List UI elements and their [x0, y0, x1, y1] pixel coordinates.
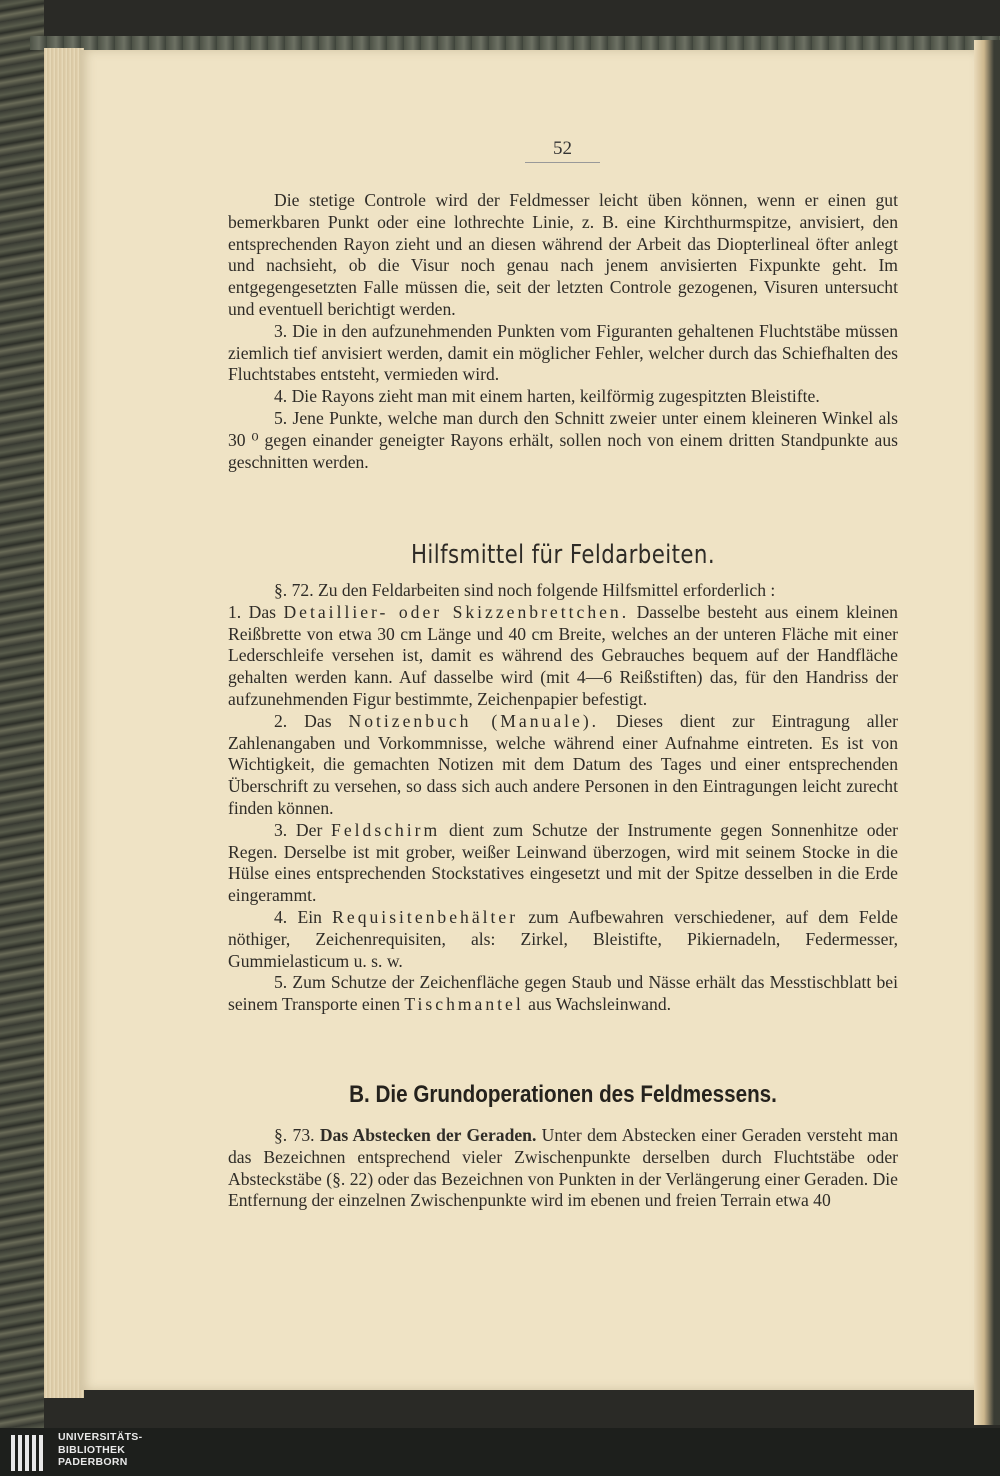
paragraph-controle: Die stetige Controle wird der Feldmesser leicht üben können, wenn er einen gut bemerkbaren Punkt oder eine lothrechte Linie, z. B. eine Kirchthurmspitze, anvisiert, den entsprechenden Rayon zieht und an diesen während der Arbeit das Diopterlineal öfter anlegt und nachsieht, ob die Visur noch genau nach jenem anvisierten Fixpunkte geht. Im entgegengesetzten Falle müssen die, seit der letzten Controle gezogenen, Visuren untersucht und eventuell berichtigt werden.	[228, 190, 898, 319]
book-cover-edge	[30, 36, 1000, 50]
p1-body: Dasselbe besteht aus einem kleinen Reißbrette von etwa 30 cm Länge und 40 cm Breite, welches an der unteren Fläche mit einer Lederschleife versehen ist, damit es während des Gebrauches bequem auf der Handfläche gehalten werden kann. Auf dasselbe wird (mit 4—6 Reißstiften) das, für den Handriss der aufzunehmenden Figur bestimmte, Zeichenpapier befestigt.	[228, 601, 898, 709]
p73-bold-title: Das Abstecken der Geraden.	[319, 1125, 537, 1145]
p1-spaced-term: Detaillier- oder Skizzenbrettchen.	[283, 601, 630, 622]
page-stack-edges	[44, 48, 84, 1398]
p1-prefix: 1. Das	[228, 601, 284, 622]
paragraph-3-feldschirm	[228, 820, 898, 907]
paragraph-5-punkte: 5. Jene Punkte, welche man durch den Schnitt zweier unter einem kleineren Winkel als 30 ⁰ gegen einander geneigter Rayons erhält, sollen noch von einem dritten Standpunkte aus geschnitten werden.	[228, 407, 898, 472]
p5-spaced-term: Tischmantel	[404, 994, 524, 1015]
paragraph-72: §. 72. Zu den Feldarbeiten sind noch folgende Hilfsmittel erforderlich :	[274, 580, 776, 600]
book-binding	[0, 0, 44, 1428]
p73-body: Unter dem Abstecken einer Geraden versteht man das Bezeichnen entsprechend vieler Zwischenpunkte derselben durch Fluchtstäbe oder Absteckstäbe (§. 22) oder das Bezeichnen von Punkten in der Verlängerung einer Geraden. Die Entfernung der einzelnen Zwischenpunkte wird im ebenen und freien Terrain etwa 40	[228, 1125, 898, 1211]
heading-grundoperationen: B. Die Grundoperationen des Feldmessens.	[349, 1081, 777, 1108]
p73-prefix: §. 73.	[274, 1125, 320, 1145]
text-block-hilfsmittel	[228, 580, 898, 1016]
logo-line-2: BIBLIOTHEK	[58, 1443, 126, 1456]
p4-prefix: 4. Ein	[274, 906, 333, 927]
p3-spaced-term: Feldschirm	[331, 819, 441, 840]
p2-prefix: 2. Das	[274, 710, 349, 731]
p4-spaced-term: Requisitenbehälter	[332, 906, 519, 927]
p5-prefix: 5. Zum Schutze der Zeichenfläche gegen Staub und Nässe erhält das Messtischblatt bei seinem Transporte einen	[228, 972, 898, 1015]
paragraph-73	[228, 1125, 898, 1212]
paragraph-4-requisiten	[228, 907, 898, 972]
text-block-controle	[228, 190, 898, 473]
page-number: 52	[525, 138, 600, 163]
page-right-edge	[974, 40, 1000, 1425]
p3-prefix: 3. Der	[274, 819, 332, 840]
library-logo-icon	[10, 1431, 50, 1473]
paragraph-4-rayons: 4. Die Rayons zieht man mit einem harten, keilförmig zugespitzten Bleistifte.	[274, 386, 820, 407]
paragraph-2-notizenbuch	[228, 711, 898, 820]
p2-body: Dieses dient zur Eintragung aller Zahlenangaben und Vorkommnisse, welche während einer Aufnahme eintreten. Es ist von Wichtigkeit, die gemachten Notizen mit dem Datum des Tages und einer entsprechenden Überschrift zu versehen, so dass sich auch andere Personen in den Eintragungen leicht zurecht finden können.	[228, 710, 898, 818]
p5-body: aus Wachsleinwand.	[523, 994, 672, 1015]
text-block-abstecken	[228, 1125, 898, 1212]
library-logo-text	[58, 1431, 142, 1469]
logo-line-1: UNIVERSITÄTS-	[58, 1431, 143, 1443]
p4-body: zum Aufbewahren verschiedener, auf dem Felde nöthiger, Zeichenrequisiten, als: Zirkel, Bleistifte, Pikiernadeln, Federmesser, Gummielasticum u. s. w.	[228, 906, 898, 971]
footer-bar	[0, 1428, 1000, 1476]
p3-body: dient zum Schutze der Instrumente gegen Sonnenhitze oder Regen. Derselbe ist mit grober, weißer Leinwand überzogen, wird mit seinem Stocke in die Hülse eines entsprechenden Stockstatives eingesetzt und mit der Spitze desselben in die Erde eingerammt.	[228, 819, 898, 906]
paragraph-1-skizzenbrett	[228, 602, 898, 711]
paragraph-3-fluchtstaebe: 3. Die in den aufzunehmenden Punkten vom Figuranten gehaltenen Fluchtstäbe müssen ziemlich tief anvisiert werden, damit ein möglicher Fehler, welcher durch das Schiefhalten des Fluchtstabes entsteht, vermieden wird.	[228, 320, 898, 385]
logo-line-3: PADERBORN	[58, 1456, 128, 1468]
paragraph-5-tischmantel	[228, 972, 898, 1016]
p2-spaced-term: Notizenbuch (Manuale).	[348, 710, 600, 731]
heading-hilfsmittel: Hilfsmittel für Feldarbeiten.	[410, 540, 716, 570]
